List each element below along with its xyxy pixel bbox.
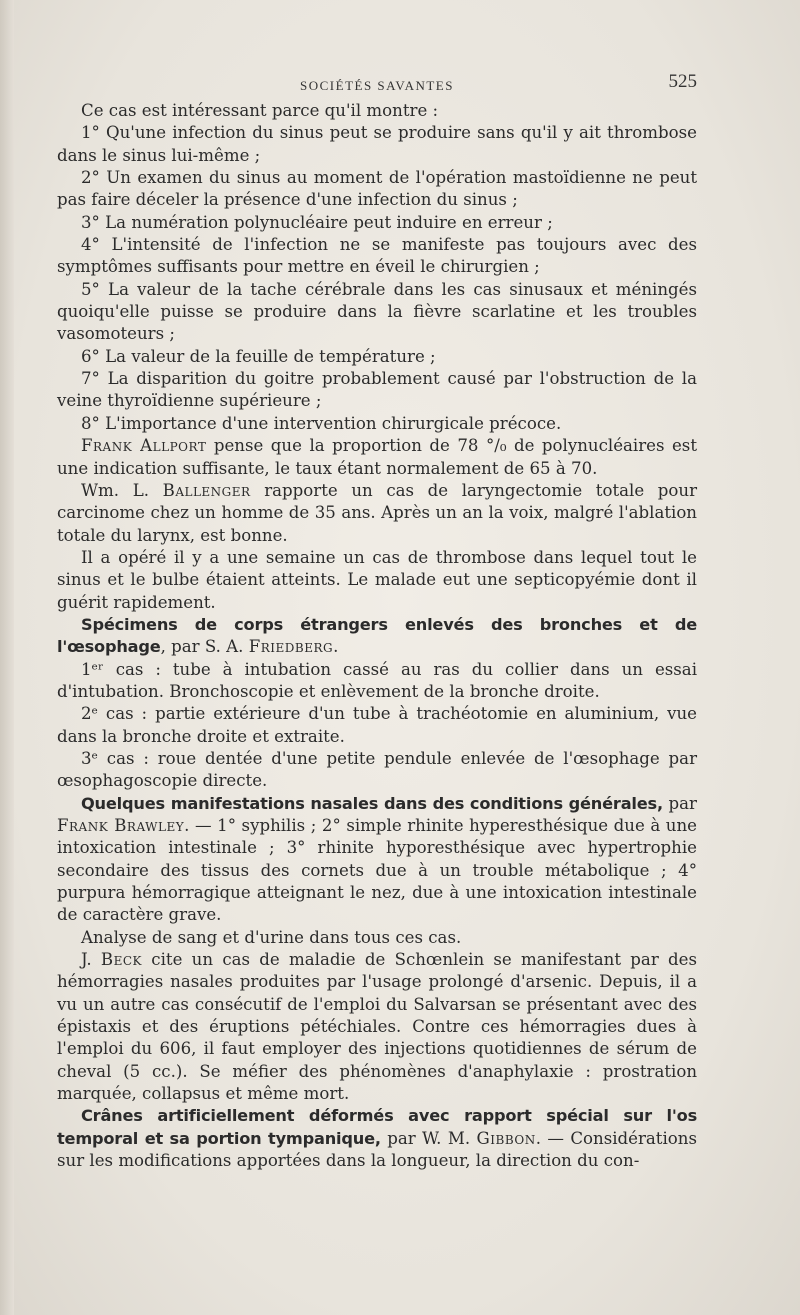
- page-text-block: [57, 68, 697, 1173]
- section-foreign-bodies: [57, 614, 697, 659]
- paragraph-text: . — 1° syphilis ; 2° simple rhinite hyperesthésique due à une intoxication intestinale ; 3° rhinite hyporesthésique avec hypertrophie secondaire des tissus des cornets due à un trouble métabolique ; 4° purpura hémorragique atteignant le nez, due à une intoxication intestinale de caractère grave.: [57, 816, 697, 925]
- section-heading: Spécimens de corps étrangers enlevés des bronches et de l'œsophage: [57, 614, 697, 657]
- byline: , par S. A.: [160, 637, 249, 657]
- author-name: Beck: [100, 950, 143, 970]
- author-name: Gibbon: [476, 1128, 536, 1148]
- list-item-3: 3° La numération polynucléaire peut induire en erreur ;: [81, 212, 553, 232]
- running-title: SOCIÉTÉS SAVANTES: [300, 78, 454, 93]
- paragraph-text: rapporte un cas de laryngectomie totale pour carcinome chez un homme de 35 ans. Après un an la voix, malgré l'ablation totale du larynx, est bonne.: [57, 480, 697, 545]
- paragraph-thrombose: Il a opéré il y a une semaine un cas de thrombose dans lequel tout le sinus et le bulbe étaient atteints. Le malade eut une septicopyémie dont il guérit rapidement.: [57, 547, 697, 612]
- byline: par W. M.: [380, 1128, 477, 1148]
- list-item-7: 7° La disparition du goitre probablement causé par l'obstruction de la veine thyroïdienne supérieure ;: [57, 369, 697, 411]
- section-deformed-skulls: [57, 1105, 697, 1172]
- section-nasal-manifestations: [57, 793, 697, 927]
- case-2: 2ᵉ cas : partie extérieure d'un tube à trachéotomie en aluminium, vue dans la bronche droite et extraite.: [57, 704, 697, 746]
- paragraph-ballenger: [57, 480, 697, 547]
- page-header: [57, 68, 697, 100]
- author-name: Frank Allport: [81, 436, 207, 456]
- list-item-5: 5° La valeur de la tache cérébrale dans les cas sinusaux et méningés quoiqu'elle puisse se produire dans la fièvre scarlatine et les troubles vasomoteurs ;: [57, 279, 697, 344]
- paragraph-beck: [57, 949, 697, 1105]
- page-number: 525: [668, 71, 697, 92]
- paragraph-text: cite un cas de maladie de Schœnlein se manifestant par des hémorragies nasales produites par l'usage prolongé d'arsenic. Depuis, il a vu un autre cas consécutif de l'emploi du Salvarsan se présentant avec des épistaxis et des éruptions pétéchiales. Contre ces hémorragies dues à l'emploi du 606, il faut employer des injections quotidiennes de sérum de cheval (5 cc.). Se méfier des phénomènes d'anaphylaxie : prostration marquée, collapsus et même mort.: [57, 950, 697, 1104]
- paragraph-text: pense que la proportion de 78 °/₀ de polynucléaires est une indication suffisante, le taux étant normalement de 65 à 70.: [57, 436, 697, 478]
- list-item-1: 1° Qu'une infection du sinus peut se produire sans qu'il y ait thrombose dans le sinus lui-même ;: [57, 123, 697, 165]
- paragraph-text: . — Considérations sur les modifications apportées dans la longueur, la direction du con-: [57, 1128, 697, 1171]
- case-1: 1ᵉʳ cas : tube à intubation cassé au ras du collier dans un essai d'intubation. Bronchoscopie et enlèvement de la bronche droite.: [57, 659, 697, 701]
- author-name: Ballenger: [162, 480, 251, 500]
- byline: par: [662, 793, 697, 813]
- list-item-8: 8° L'importance d'une intervention chirurgicale précoce.: [81, 413, 562, 433]
- section-heading: Quelques manifestations nasales dans des conditions générales,: [81, 793, 663, 813]
- punctuation: .: [333, 637, 339, 657]
- page-spine-shadow: [0, 0, 14, 1315]
- author-name: Friedberg: [248, 637, 334, 657]
- paragraph-allport: [57, 435, 697, 480]
- section-heading: Crânes artificiellement déformés avec rapport spécial sur l'os temporal et sa portion tympanique,: [57, 1106, 697, 1148]
- paragraph-intro: Ce cas est intéressant parce qu'il montre :: [81, 101, 439, 120]
- paragraph-analysis: Analyse de sang et d'urine dans tous ces cas.: [81, 927, 462, 947]
- list-item-4: 4° L'intensité de l'infection ne se manifeste pas toujours avec des symptômes suffisants pour mettre en éveil le chirurgien ;: [57, 235, 697, 277]
- author-initials: Wm. L.: [81, 480, 163, 500]
- author-initials: J.: [81, 950, 101, 970]
- list-item-6: 6° La valeur de la feuille de température ;: [81, 346, 436, 366]
- case-3: 3ᵉ cas : roue dentée d'une petite pendule enlevée de l'œsophage par œsophagoscopie directe.: [57, 748, 697, 791]
- author-name: Frank Brawley: [57, 816, 185, 835]
- list-item-2: 2° Un examen du sinus au moment de l'opération mastoïdienne ne peut pas faire déceler la présence d'une infection du sinus ;: [57, 168, 697, 210]
